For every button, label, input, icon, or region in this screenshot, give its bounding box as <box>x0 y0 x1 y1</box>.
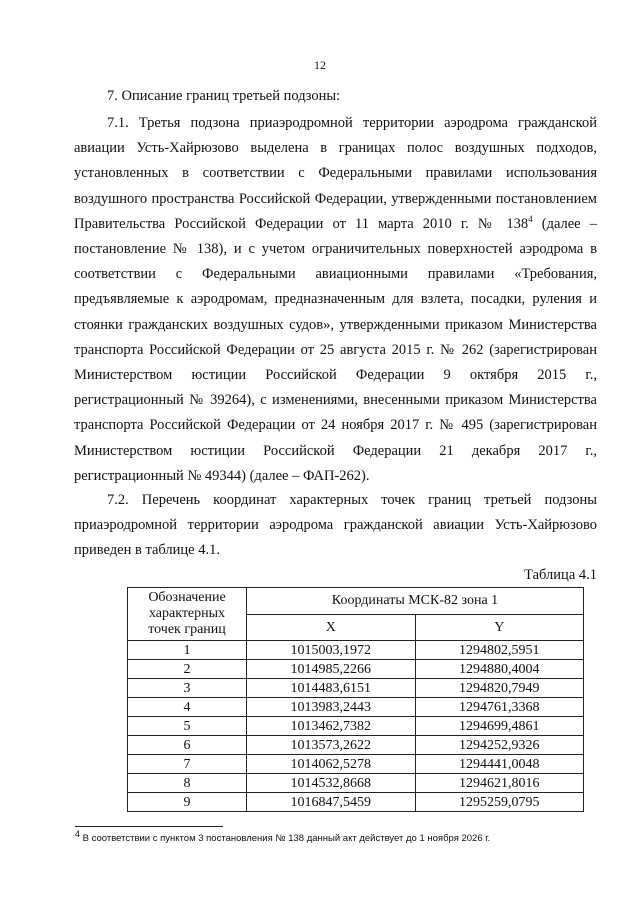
col-header-point: Обозначение характерных точек границ <box>128 588 247 641</box>
cell-y: 1294802,5951 <box>415 641 584 660</box>
section-heading: 7. Описание границ третьей подзоны: <box>107 88 341 104</box>
cell-point: 5 <box>128 717 247 736</box>
page-number: 12 <box>314 58 326 72</box>
footnote-divider <box>75 826 223 827</box>
cell-point: 2 <box>128 660 247 679</box>
footnote-ref: 4 <box>528 213 533 224</box>
cell-x: 1014062,5278 <box>247 755 416 774</box>
paragraph-7-1-text-a: 7.1. Третья подзона приаэродромной территории аэродрома гражданской авиации Усть-Хайрюзово выделена в границах полос воздушных подходов, установленных в соответствии с Федеральными правилами использования воздушного пространства Российской Федерации, утвержденными постановлением Правительства Российской Федерации от 11 марта 2010 г. № 138 <box>74 115 597 232</box>
table-row <box>128 755 584 774</box>
cell-x: 1014985,2266 <box>247 660 416 679</box>
paragraph-7-1-text-b: (далее – постановление № 138), и с учетом ограничительных поверхностей аэродрома в соответствии с Федеральными авиационными правилами «Требования, предъявляемые к аэродромам, предназначенным для взлета, посадки, руления и стоянки гражданских воздушных судов», утвержденными приказом Министерства транспорта Российской Федерации от 25 августа 2015 г. № 262 (зарегистрирован Министерством юстиции Российской Федерации 9 октября 2015 г., регистрационный № 39264), с изменениями, внесенными приказом Министерства транспорта Российской Федерации от 24 ноября 2017 г. № 495 (зарегистрирован Министерством юстиции Российской Федерации 21 декабря 2017 г., регистрационный № 49344) (далее – ФАП-262). <box>74 215 597 484</box>
cell-y: 1294761,3368 <box>415 698 584 717</box>
cell-point: 1 <box>128 641 247 660</box>
col-header-x: X <box>247 614 416 641</box>
table-row <box>128 660 584 679</box>
table-caption: Таблица 4.1 <box>524 567 597 583</box>
table-row <box>128 793 584 812</box>
table-body <box>128 641 584 812</box>
footnote-mark: 4 <box>75 828 81 839</box>
footnote <box>75 828 491 844</box>
cell-point: 4 <box>128 698 247 717</box>
cell-x: 1016847,5459 <box>247 793 416 812</box>
table-row <box>128 736 584 755</box>
cell-x: 1013983,2443 <box>247 698 416 717</box>
col-header-coordinates: Координаты МСК-82 зона 1 <box>247 588 584 615</box>
cell-y: 1294820,7949 <box>415 679 584 698</box>
table-row <box>128 698 584 717</box>
paragraph-7-1 <box>74 111 597 489</box>
table-row <box>128 774 584 793</box>
table-row <box>128 679 584 698</box>
table-row <box>128 641 584 660</box>
paragraph-7-2: 7.2. Перечень координат характерных точек границ третьей подзоны приаэродромной территории аэродрома гражданской авиации Усть-Хайрюзово приведен в таблице 4.1. <box>74 492 597 559</box>
cell-point: 8 <box>128 774 247 793</box>
cell-x: 1013462,7382 <box>247 717 416 736</box>
cell-point: 3 <box>128 679 247 698</box>
cell-point: 9 <box>128 793 247 812</box>
cell-x: 1014483,6151 <box>247 679 416 698</box>
cell-y: 1294441,0048 <box>415 755 584 774</box>
cell-y: 1294621,8016 <box>415 774 584 793</box>
coordinates-table <box>127 587 584 812</box>
cell-x: 1013573,2622 <box>247 736 416 755</box>
cell-y: 1295259,0795 <box>415 793 584 812</box>
cell-y: 1294699,4861 <box>415 717 584 736</box>
col-header-y: Y <box>415 614 584 641</box>
table-row <box>128 717 584 736</box>
footnote-text: В соответствии с пунктом 3 постановления № 138 данный акт действует до 1 ноября 2026 г. <box>80 833 491 844</box>
cell-x: 1015003,1972 <box>247 641 416 660</box>
cell-x: 1014532,8668 <box>247 774 416 793</box>
cell-point: 7 <box>128 755 247 774</box>
cell-point: 6 <box>128 736 247 755</box>
cell-y: 1294252,9326 <box>415 736 584 755</box>
cell-y: 1294880,4004 <box>415 660 584 679</box>
